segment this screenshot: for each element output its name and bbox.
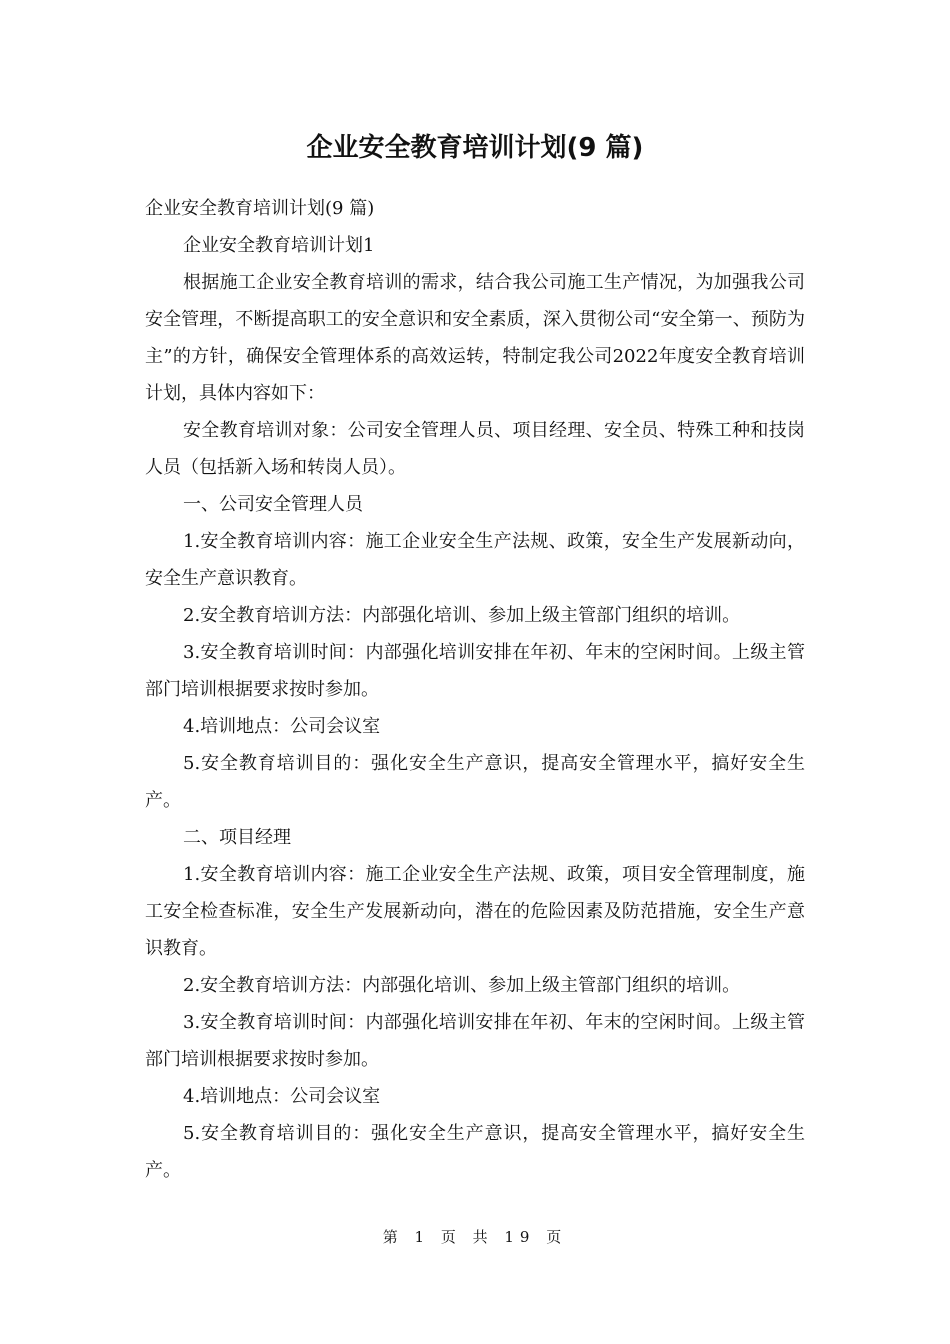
- part1-item-content: 1.安全教育培训内容：施工企业安全生产法规、政策，安全生产发展新动向，安全生产意识教育。: [145, 531, 805, 589]
- part2-item-content: 1.安全教育培训内容：施工企业安全生产法规、政策，项目安全管理制度，施工安全检查标准，安全生产发展新动向，潜在的危险因素及防范措施，安全生产意识教育。: [145, 864, 805, 959]
- part1-item-time: 3.安全教育培训时间：内部强化培训安排在年初、年末的空闲时间。上级主管部门培训根据要求按时参加。: [145, 642, 805, 700]
- section-title: 企业安全教育培训计划1: [183, 235, 375, 256]
- part1-item-method: 2.安全教育培训方法：内部强化培训、参加上级主管部门组织的培训。: [183, 605, 741, 626]
- part1-item-location: 4.培训地点：公司会议室: [183, 716, 381, 737]
- part1-item-goal: 5.安全教育培训目的：强化安全生产意识，提高安全管理水平，搞好安全生产。: [145, 753, 805, 811]
- part2-heading: 二、项目经理: [183, 827, 291, 848]
- document-title: 企业安全教育培训计划(9 篇): [306, 133, 644, 163]
- intro-paragraph: 根据施工企业安全教育培训的需求，结合我公司施工生产情况，为加强我公司安全管理，不断提高职工的安全意识和安全素质，深入贯彻公司“安全第一、预防为主”的方针，确保安全管理体系的高效运转，特制定我公司2022年度安全教育培训计划，具体内容如下：: [145, 272, 805, 404]
- document-subtitle: 企业安全教育培训计划(9 篇): [145, 198, 375, 219]
- part2-item-goal: 5.安全教育培训目的：强化安全生产意识，提高安全管理水平，搞好安全生产。: [145, 1123, 805, 1181]
- part2-item-time: 3.安全教育培训时间：内部强化培训安排在年初、年末的空闲时间。上级主管部门培训根据要求按时参加。: [145, 1012, 805, 1070]
- part2-item-method: 2.安全教育培训方法：内部强化培训、参加上级主管部门组织的培训。: [183, 975, 741, 996]
- part2-item-location: 4.培训地点：公司会议室: [183, 1086, 381, 1107]
- part1-heading: 一、公司安全管理人员: [183, 494, 363, 515]
- document-body: [145, 190, 805, 1189]
- training-target-paragraph: 安全教育培训对象：公司安全管理人员、项目经理、安全员、特殊工种和技岗人员（包括新入场和转岗人员）。: [145, 420, 805, 478]
- page-footer: 第 1 页 共 19 页: [382, 1228, 568, 1246]
